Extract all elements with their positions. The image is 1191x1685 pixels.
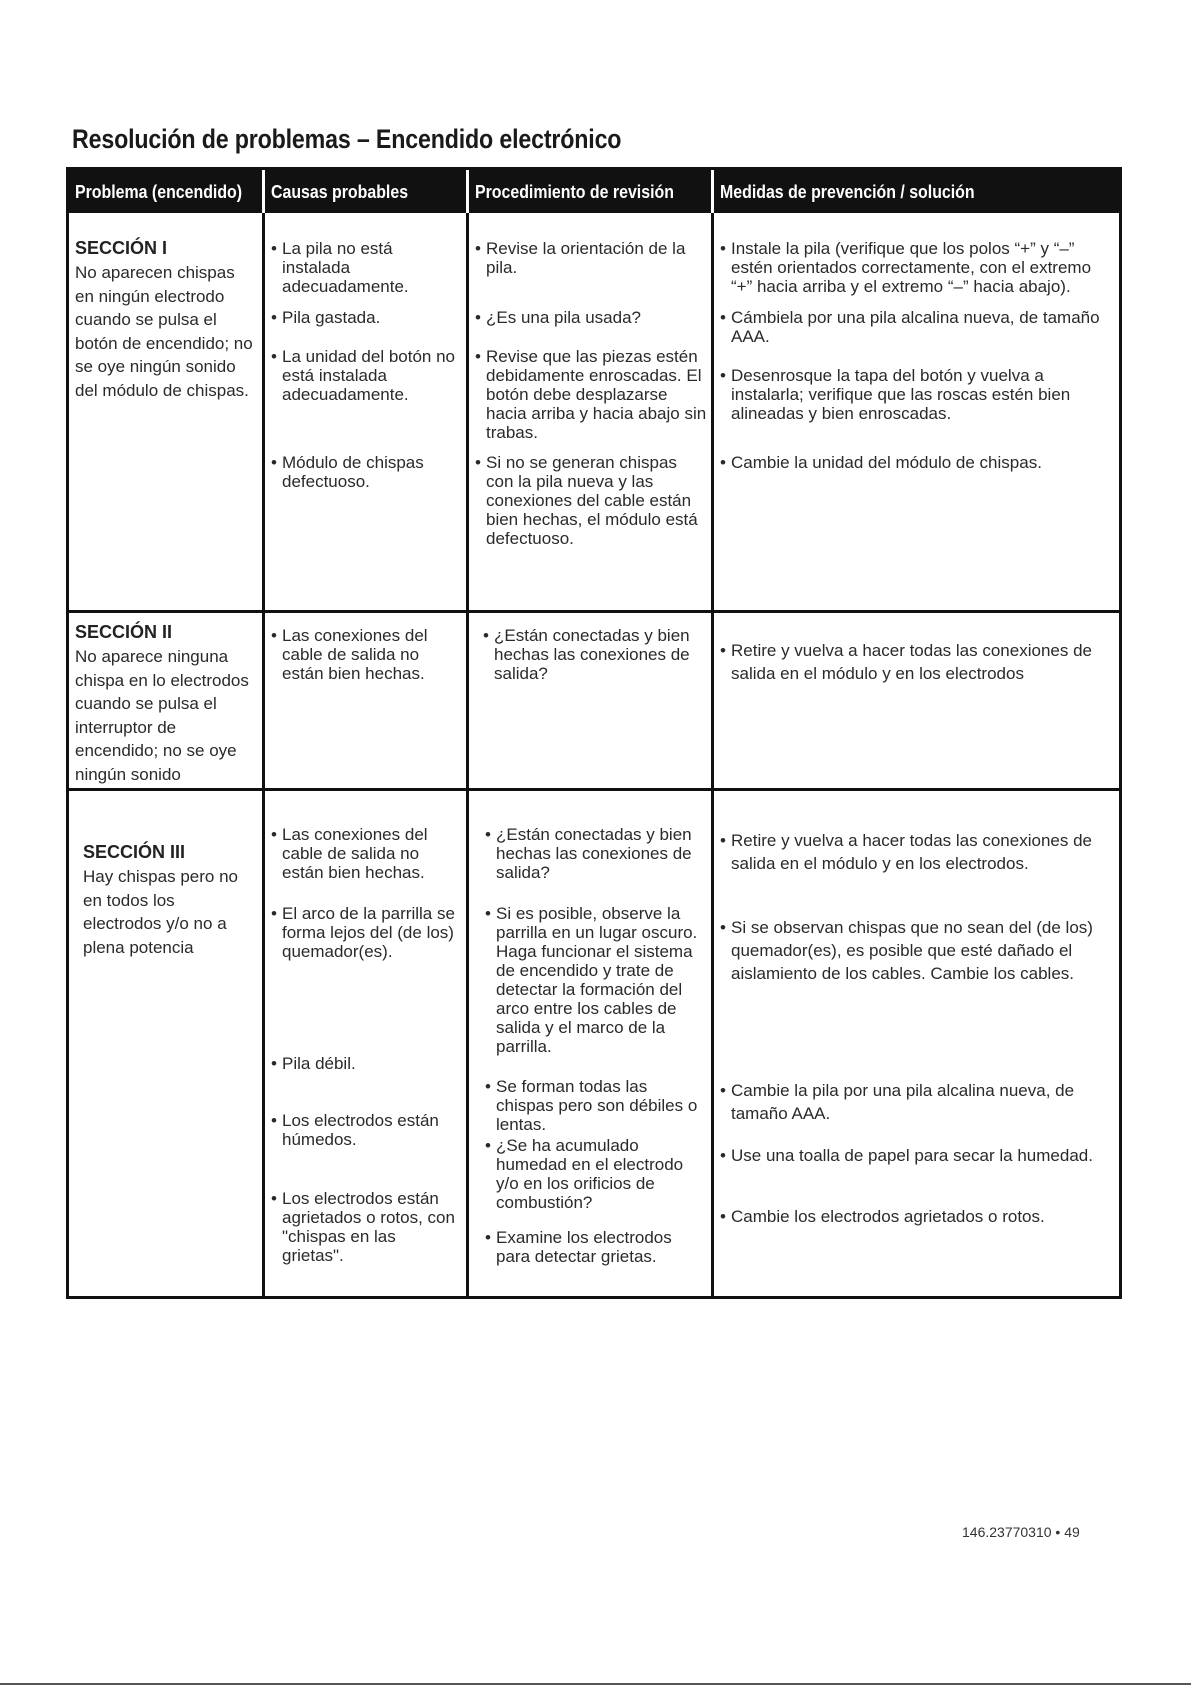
checks-cell: [466, 613, 711, 792]
solution-item: • Desenrosque la tapa del botón y vuelva a instalarla; verifique que las roscas estén bien alineadas y bien enroscadas.: [720, 366, 1115, 423]
section-title: SECCIÓN II: [75, 622, 173, 642]
column-header-causes: Causas probables: [262, 170, 466, 213]
check-item: • Revise la orientación de la pila.: [475, 239, 707, 277]
solution-item: • Cambie la unidad del módulo de chispas.: [720, 453, 1115, 472]
check-item: • Si no se generan chispas con la pila nueva y las conexiones del cable están bien hechas, el módulo está defectuoso.: [475, 453, 707, 548]
column-header-checks: Procedimiento de revisión: [466, 170, 711, 213]
cause-item: • La unidad del botón no está instalada adecuadamente.: [271, 347, 462, 404]
check-item: • Revise que las piezas estén debidamente enroscadas. El botón debe desplazarse hacia arriba y hacia abajo sin trabas.: [475, 347, 707, 442]
troubleshooting-table: [66, 167, 1122, 1299]
column-header-solutions: Medidas de prevención / solución: [711, 170, 1119, 213]
checks-cell: [466, 213, 711, 610]
solution-item: • Si se observan chispas que no sean del (de los) quemador(es), es posible que esté dañado el aislamiento de los cables. Cambie los cables.: [720, 916, 1115, 985]
cause-item: • El arco de la parrilla se forma lejos del (de los) quemador(es).: [271, 904, 462, 961]
table-row-section-3: [69, 788, 1119, 1296]
solution-item: • Instale la pila (verifique que los polos “+” y “–” estén orientados correctamente, con el extremo “+” hacia arriba y el extremo “–” hacia abajo).: [720, 239, 1115, 296]
solution-item: • Cambie los electrodos agrietados o rotos.: [720, 1205, 1115, 1228]
check-item: • ¿Se ha acumulado humedad en el electrodo y/o en los orificios de combustión?: [485, 1136, 707, 1212]
cause-item: • La pila no está instalada adecuadamente.: [271, 239, 462, 296]
solutions-cell: [711, 213, 1119, 610]
check-item: • ¿Están conectadas y bien hechas las conexiones de salida?: [485, 825, 707, 882]
check-item: • Examine los electrodos para detectar grietas.: [485, 1228, 707, 1266]
check-item: • Se forman todas las chispas pero son débiles o lentas.: [485, 1077, 707, 1134]
page-title: Resolución de problemas – Encendido electrónico: [72, 124, 622, 154]
check-item: • ¿Están conectadas y bien hechas las conexiones de salida?: [483, 626, 707, 683]
causes-cell: [262, 791, 466, 1296]
solution-item: • Use una toalla de papel para secar la humedad.: [720, 1144, 1115, 1167]
check-item: • Si es posible, observe la parrilla en un lugar oscuro. Haga funcionar el sistema de encendido y trate de detectar la formación del arco entre los cables de salida y el marco de la parrilla.: [485, 904, 707, 1056]
problem-cell: [69, 213, 262, 610]
solution-item: • Cámbiela por una pila alcalina nueva, de tamaño AAA.: [720, 308, 1115, 346]
check-item: • ¿Es una pila usada?: [475, 308, 707, 327]
cause-item: • Las conexiones del cable de salida no están bien hechas.: [271, 626, 462, 683]
problem-cell: [69, 791, 262, 1296]
cause-item: • Pila débil.: [271, 1054, 462, 1073]
section-description: No aparecen chispas en ningún electrodo cuando se pulsa el botón de encendido; no se oye ningún sonido del módulo de chispas.: [75, 263, 253, 400]
solution-item: • Retire y vuelva a hacer todas las conexiones de salida en el módulo y en los electrodos.: [720, 829, 1115, 875]
cause-item: • Las conexiones del cable de salida no están bien hechas.: [271, 825, 462, 882]
causes-cell: [262, 213, 466, 610]
solution-item: • Cambie la pila por una pila alcalina nueva, de tamaño AAA.: [720, 1079, 1115, 1125]
solutions-cell: [711, 613, 1119, 792]
problem-cell: [69, 613, 262, 792]
causes-cell: [262, 613, 466, 792]
cause-item: • Los electrodos están húmedos.: [271, 1111, 462, 1149]
cause-item: • Pila gastada.: [271, 308, 462, 327]
section-title: SECCIÓN I: [75, 238, 168, 258]
table-row-section-2: [69, 610, 1119, 788]
cause-item: • Módulo de chispas defectuoso.: [271, 453, 462, 491]
table-header-row: [69, 170, 1119, 213]
solutions-cell: [711, 791, 1119, 1296]
page-number: 146.23770310 • 49: [962, 1524, 1080, 1540]
section-description: Hay chispas pero no en todos los electrodos y/o no a plena potencia: [83, 867, 238, 957]
solution-item: • Retire y vuelva a hacer todas las conexiones de salida en el módulo y en los electrodos: [720, 639, 1115, 685]
table-row-section-1: [69, 213, 1119, 610]
checks-cell: [466, 791, 711, 1296]
section-description: No aparece ninguna chispa en lo electrodos cuando se pulsa el interruptor de encendido; no se oye ningún sonido: [75, 647, 249, 784]
cause-item: • Los electrodos están agrietados o rotos, con "chispas en las grietas".: [271, 1189, 462, 1265]
column-header-problem: Problema (encendido): [75, 180, 243, 202]
section-title: SECCIÓN III: [83, 842, 186, 862]
